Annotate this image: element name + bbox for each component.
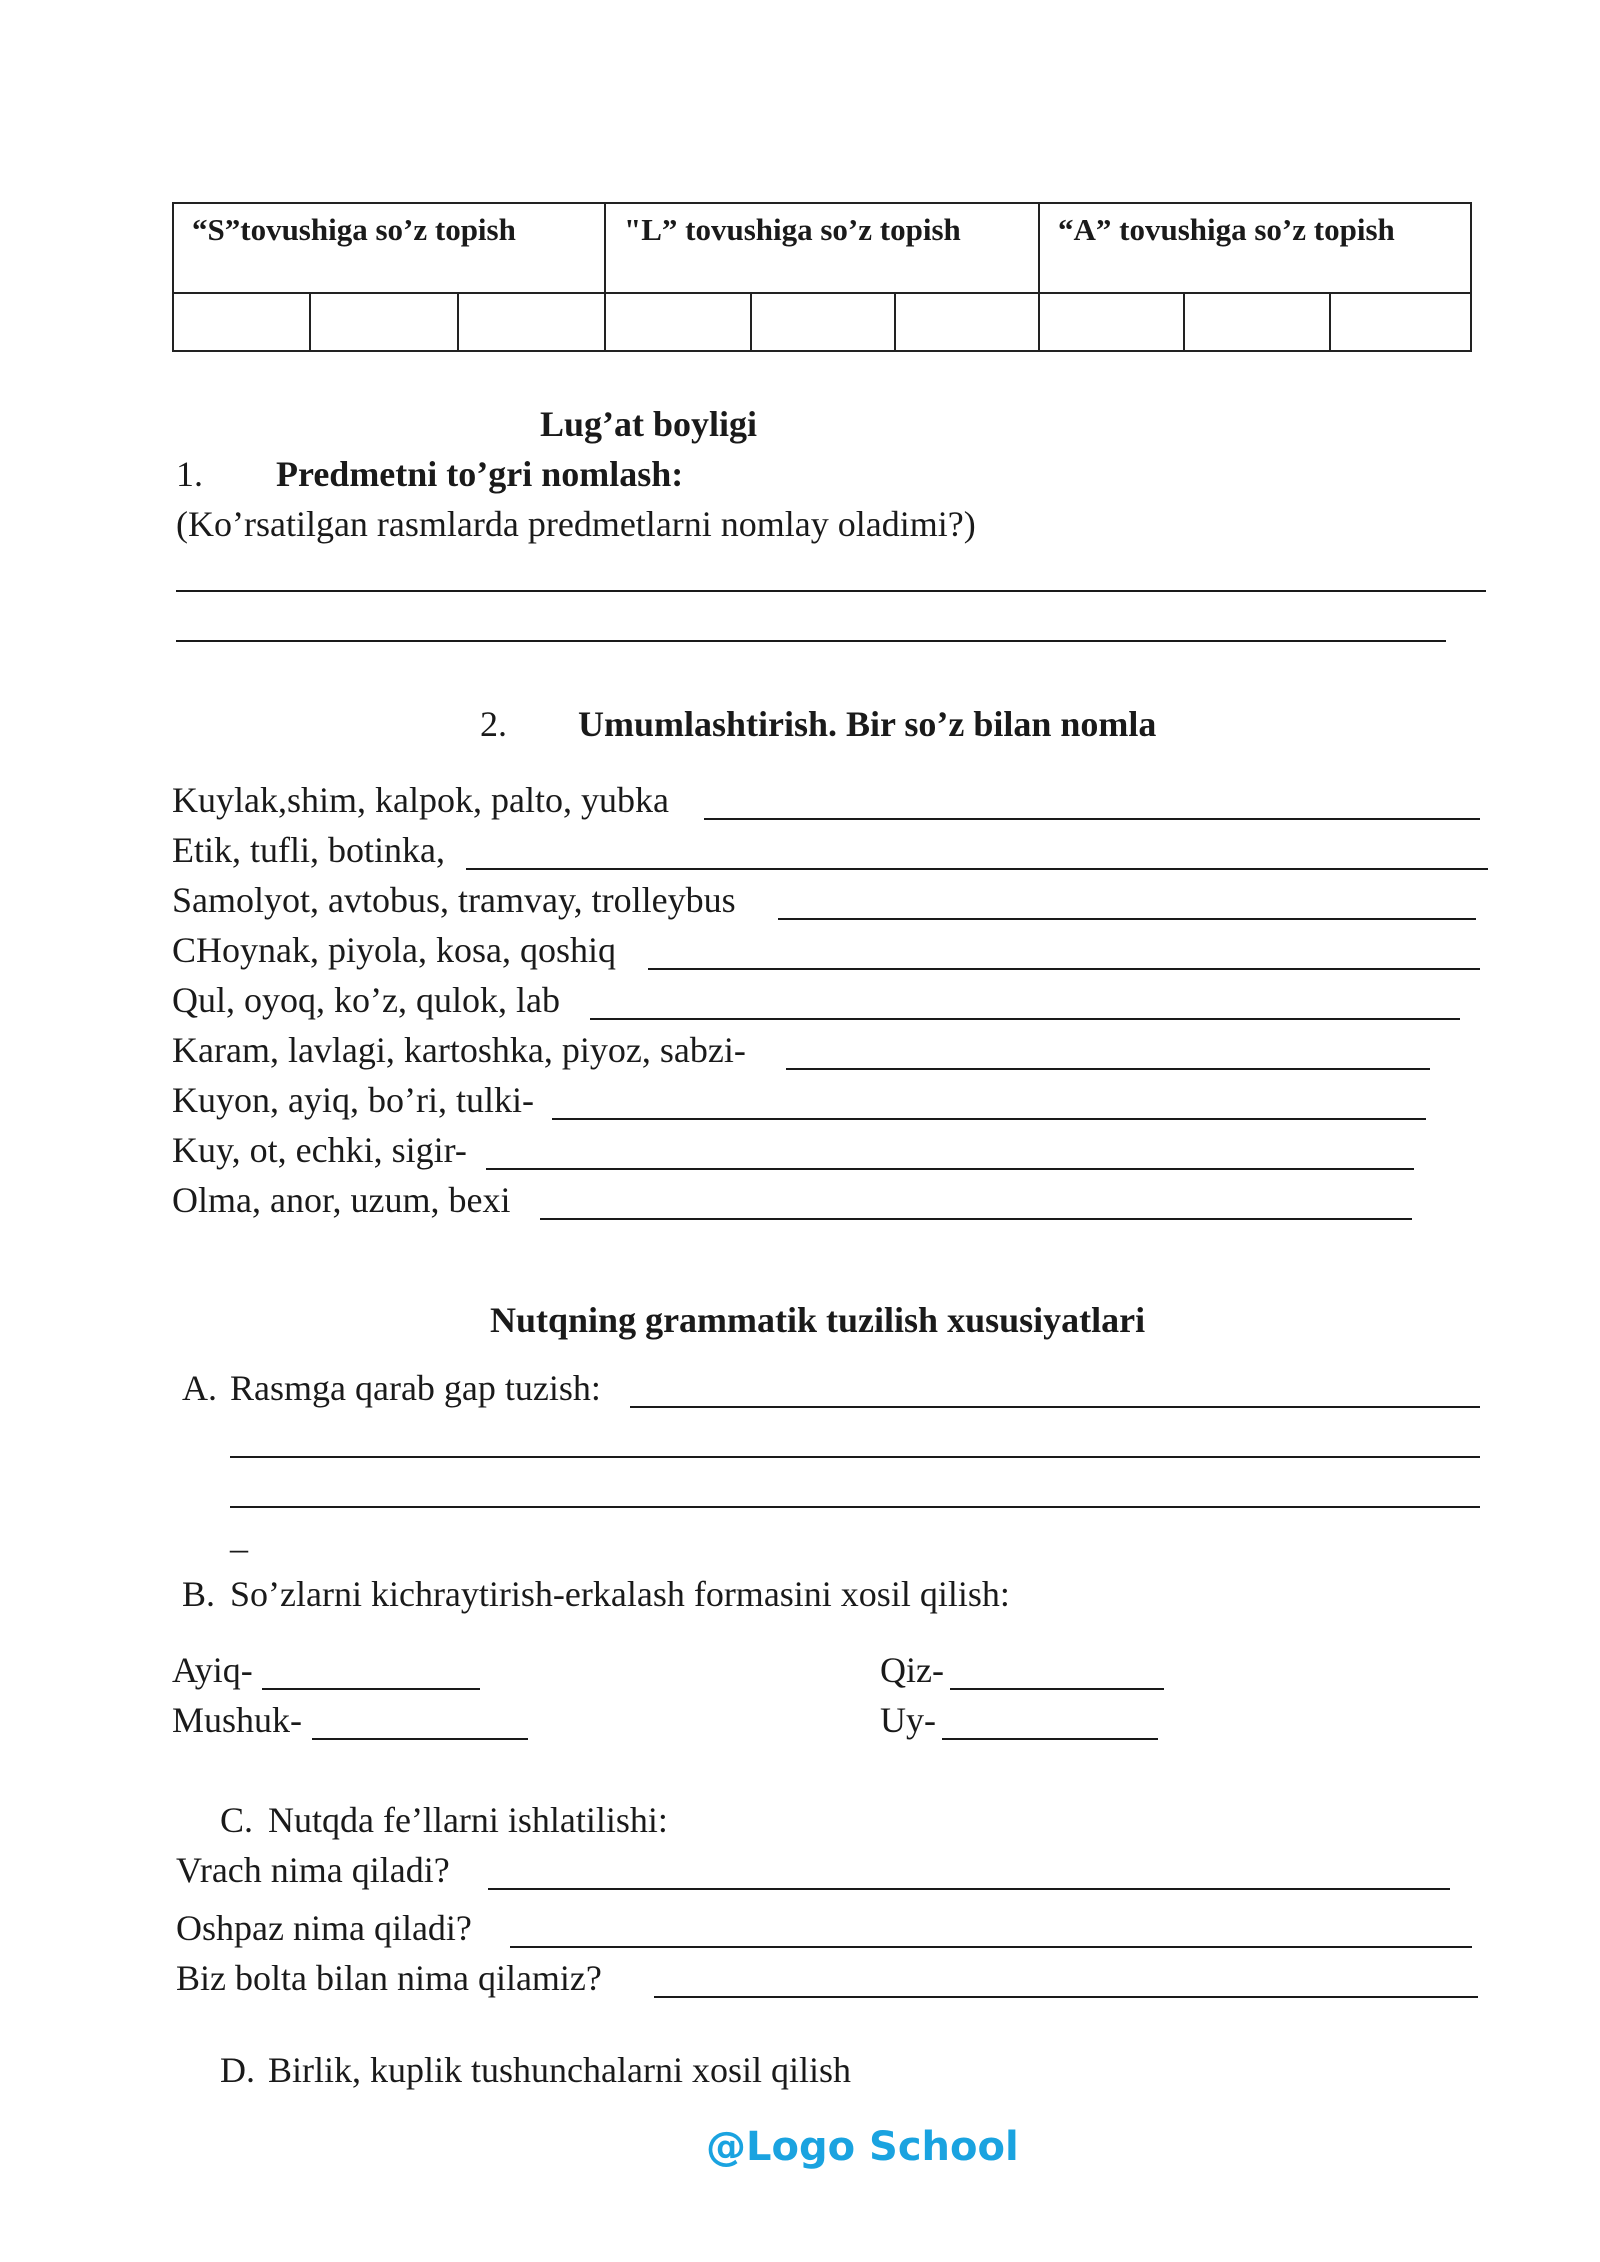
sound-words-table [172, 202, 1472, 352]
item-label-d: D. [220, 2050, 255, 2090]
diminutive-word: Mushuk- [172, 1700, 303, 1740]
verb-question: Biz bolta bilan nima qilamiz? [176, 1958, 602, 1998]
answer-line[interactable] [786, 1068, 1430, 1070]
diminutive-word: Qiz- [880, 1650, 944, 1690]
logo-school-watermark: @Logo School [706, 2124, 1019, 2170]
item-title: Predmetni to’gri nomlash: [276, 454, 684, 494]
answer-cell-l-2[interactable] [752, 294, 894, 352]
word-group-row: Samolyot, avtobus, tramvay, trolleybus [172, 880, 736, 920]
answer-line[interactable] [540, 1218, 1412, 1220]
answer-line[interactable] [654, 1996, 1478, 1998]
item-number: 2. [480, 704, 507, 744]
answer-line[interactable] [552, 1118, 1426, 1120]
answer-line[interactable] [950, 1688, 1164, 1690]
word-group-row: Qul, oyoq, ko’z, qulok, lab [172, 980, 560, 1020]
answer-line[interactable] [510, 1946, 1472, 1948]
section-title-vocabulary: Lug’at boyligi [540, 404, 758, 444]
answer-line[interactable] [262, 1688, 480, 1690]
word-group-row: Etik, tufli, botinka, [172, 830, 445, 870]
item-label-c: C. [220, 1800, 254, 1840]
word-group-row: Kuylak,shim, kalpok, palto, yubka [172, 780, 669, 820]
answer-cell-l-3[interactable] [896, 294, 1038, 352]
answer-cell-s-2[interactable] [311, 294, 457, 352]
answer-cell-s-3[interactable] [459, 294, 604, 352]
table-header-s: “S”tovushiga so’z topish [192, 212, 516, 247]
stray-dash: _ [230, 1516, 248, 1556]
item-text-c: Nutqda fe’llarni ishlatilishi: [268, 1800, 668, 1840]
answer-line[interactable] [590, 1018, 1460, 1020]
answer-cell-a-3[interactable] [1331, 294, 1470, 352]
word-group-row: CHoynak, piyola, kosa, qoshiq [172, 930, 616, 970]
answer-line[interactable] [176, 640, 1446, 642]
table-header-a: “A” tovushiga so’z topish [1058, 212, 1395, 247]
answer-line[interactable] [486, 1168, 1414, 1170]
word-group-row: Kuy, ot, echki, sigir- [172, 1130, 467, 1170]
answer-cell-a-1[interactable] [1040, 294, 1183, 352]
answer-line[interactable] [630, 1406, 1480, 1408]
diminutive-word: Uy- [880, 1700, 936, 1740]
answer-line[interactable] [466, 868, 1488, 870]
item-text-a: Rasmga qarab gap tuzish: [230, 1368, 601, 1408]
section-title-grammar: Nutqning grammatik tuzilish xususiyatlari [490, 1300, 1146, 1340]
section-title-generalize: Umumlashtirish. Bir so’z bilan nomla [578, 704, 1157, 744]
answer-line[interactable] [648, 968, 1480, 970]
answer-line[interactable] [230, 1506, 1480, 1508]
item-text-b: So’zlarni kichraytirish-erkalash formasini xosil qilish: [230, 1574, 1010, 1614]
answer-line[interactable] [778, 918, 1476, 920]
diminutive-word: Ayiq- [172, 1650, 253, 1690]
word-group-row: Karam, lavlagi, kartoshka, piyoz, sabzi- [172, 1030, 746, 1070]
word-group-row: Olma, anor, uzum, bexi [172, 1180, 511, 1220]
item-text-d: Birlik, kuplik tushunchalarni xosil qilish [268, 2050, 851, 2090]
word-group-row: Kuyon, ayiq, bo’ri, tulki- [172, 1080, 534, 1120]
answer-line[interactable] [312, 1738, 528, 1740]
answer-cell-l-1[interactable] [606, 294, 750, 352]
table-header-l: "L” tovushiga so’z topish [624, 212, 961, 247]
verb-question: Vrach nima qiladi? [176, 1850, 450, 1890]
item-label-a: A. [182, 1368, 217, 1408]
item-label-b: B. [182, 1574, 216, 1614]
verb-question: Oshpaz nima qiladi? [176, 1908, 472, 1948]
answer-line[interactable] [230, 1456, 1480, 1458]
answer-line[interactable] [704, 818, 1480, 820]
answer-cell-s-1[interactable] [174, 294, 309, 352]
answer-line[interactable] [488, 1888, 1450, 1890]
answer-cell-a-2[interactable] [1185, 294, 1329, 352]
answer-line[interactable] [942, 1738, 1158, 1740]
answer-line[interactable] [176, 590, 1486, 592]
item-question: (Ko’rsatilgan rasmlarda predmetlarni nomlay oladimi?) [176, 504, 976, 544]
item-number: 1. [176, 454, 203, 494]
